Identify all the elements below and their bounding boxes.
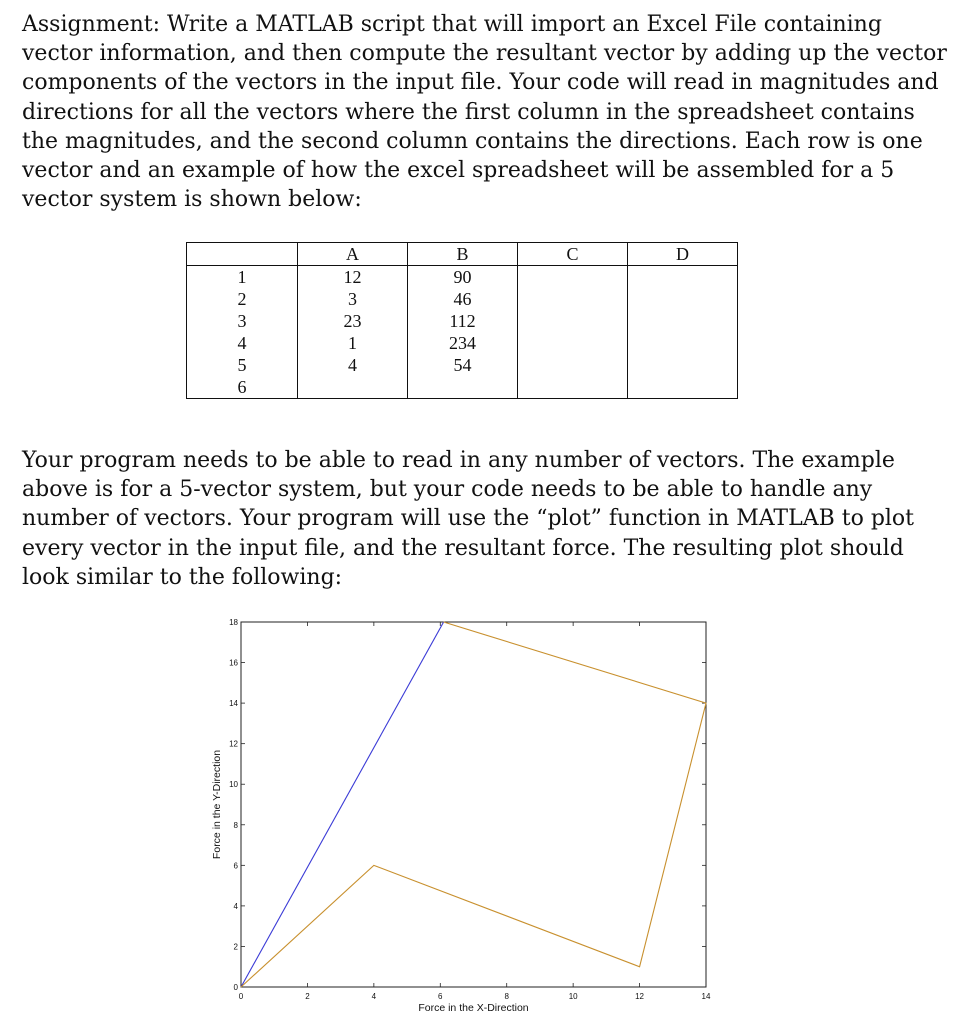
x-tick-label: 6: [438, 992, 443, 1001]
table-row: [187, 310, 738, 332]
spreadsheet-example: [186, 242, 738, 399]
table-row: [187, 266, 738, 289]
x-tick-label: 12: [635, 992, 645, 1001]
row-number: 2: [187, 288, 298, 310]
y-tick-label: 0: [233, 983, 238, 992]
column-header: A: [298, 243, 408, 266]
y-tick-label: 12: [229, 739, 238, 749]
table-cell: 3: [298, 288, 408, 310]
table-cell: [408, 376, 518, 399]
table-cell: 46: [408, 288, 518, 310]
y-tick-label: 16: [229, 658, 238, 668]
table-cell: [518, 332, 628, 354]
y-tick-label: 2: [233, 942, 238, 952]
table-cell: 23: [298, 310, 408, 332]
x-tick-label: 2: [305, 992, 310, 1001]
y-axis-title: Force in the Y-Direction: [211, 749, 223, 860]
column-header: D: [628, 243, 738, 266]
x-axis-title: Force in the X-Direction: [418, 1002, 529, 1014]
row-number: 3: [187, 310, 298, 332]
table-row: [187, 288, 738, 310]
intro-paragraph: Assignment: Write a MATLAB script that will import an Excel File containing vector information, and then compute the resultant vector by adding up the vector components of the vectors in the input file. Your code will read in magnitudes and directions for all the vectors where the first column in the spreadsheet contains the magnitudes, and the second column contains the directions. Each row is one vector and an example of how the excel spreadsheet will be assembled for a 5 vector system is shown below:: [22, 12, 947, 213]
corner-cell: [187, 243, 298, 266]
x-tick-label: 14: [701, 992, 711, 1001]
table-cell: [518, 266, 628, 289]
table-cell: 90: [408, 266, 518, 289]
x-tick-label: 8: [504, 992, 509, 1001]
row-number: 5: [187, 354, 298, 376]
table-cell: [628, 332, 738, 354]
table-cell: [628, 288, 738, 310]
table-row: [187, 376, 738, 399]
row-number: 6: [187, 376, 298, 399]
table-cell: [518, 310, 628, 332]
table-cell: 1: [298, 332, 408, 354]
table-cell: 112: [408, 310, 518, 332]
vector-plot: [200, 612, 730, 1020]
table-cell: 12: [298, 266, 408, 289]
row-number: 4: [187, 332, 298, 354]
table-cell: [628, 266, 738, 289]
table-row: [187, 354, 738, 376]
table-row: [187, 332, 738, 354]
table-cell: [518, 288, 628, 310]
y-tick-label: 18: [229, 618, 238, 627]
column-header: B: [408, 243, 518, 266]
table-cell: [628, 354, 738, 376]
table-cell: [518, 376, 628, 399]
table-cell: [518, 354, 628, 376]
table-cell: [628, 376, 738, 399]
second-paragraph: Your program needs to be able to read in any number of vectors. The example above is for a 5-vector system, but your code needs to be able to handle any number of vectors. Your program will use the “plot” function in MATLAB to plot every vector in the input file, and the resultant force. The resulting plot should look similar to the following:: [22, 448, 915, 590]
x-tick-label: 0: [238, 992, 244, 1001]
table-cell: 4: [298, 354, 408, 376]
row-number: 1: [187, 266, 298, 289]
x-tick-label: 10: [568, 992, 578, 1001]
table-cell: [628, 310, 738, 332]
y-tick-label: 6: [233, 861, 238, 871]
y-tick-label: 4: [233, 901, 238, 911]
table-cell: 234: [408, 332, 518, 354]
table-cell: [298, 376, 408, 399]
y-tick-label: 14: [229, 699, 238, 709]
column-header: C: [518, 243, 628, 266]
x-tick-label: 4: [371, 992, 377, 1001]
plot-frame: [241, 622, 706, 987]
y-tick-label: 8: [233, 820, 238, 830]
y-tick-label: 10: [229, 780, 238, 790]
spreadsheet-header-row: [187, 243, 738, 266]
table-cell: 54: [408, 354, 518, 376]
